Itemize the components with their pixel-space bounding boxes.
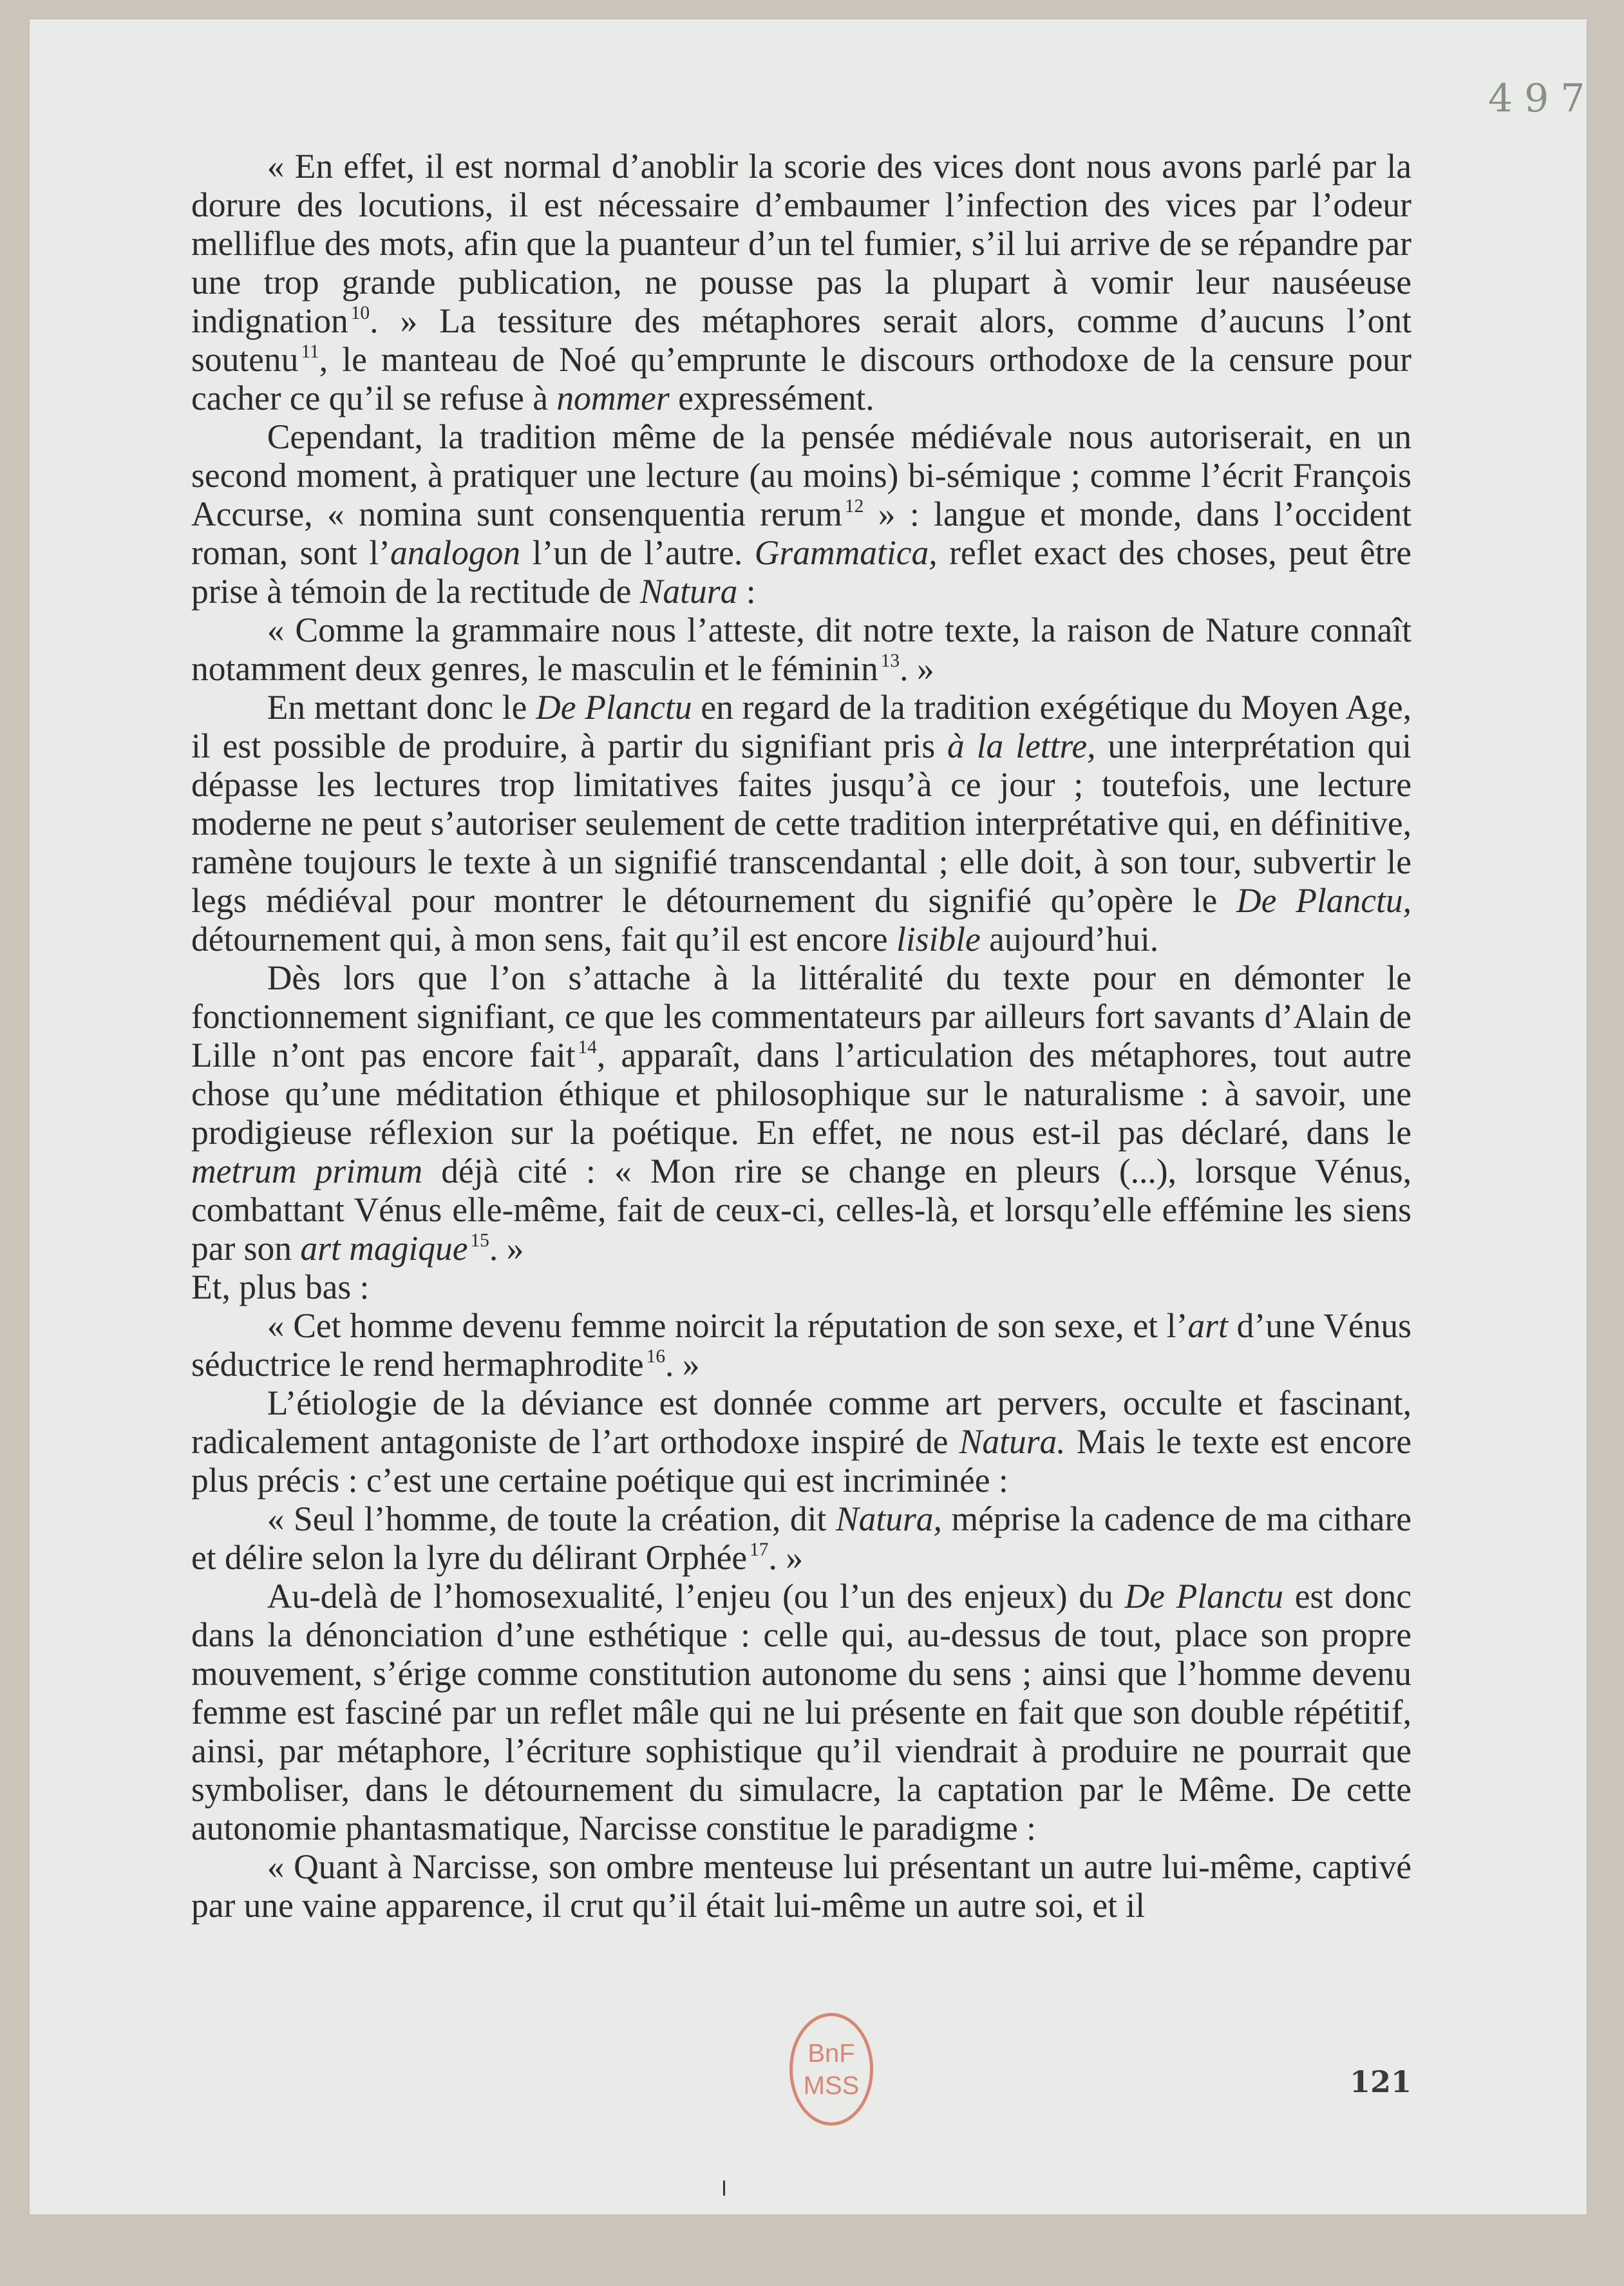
text-run: Au-delà de l’homosexualité, l’enjeu (ou l’un des enjeux) du — [267, 1577, 1125, 1615]
document-page — [30, 19, 1597, 2215]
italic-term: art magique — [300, 1229, 468, 1268]
text-run: détournement qui, à mon sens, fait qu’il est encore — [191, 920, 896, 958]
text-run: , apparaît, dans l’articulation des métaphores, tout autre chose qu’une méditation éthique et philosophique sur le naturalisme : à savoir, une prodigieuse réflexion sur la poétique. En effet, ne nous est-il pas déclaré, dans le — [191, 1036, 1412, 1152]
text-run: en regard de la tradition exégétique du Moyen Age, il est possible de produire, à partir du signifiant pris — [191, 688, 1412, 765]
italic-term: art — [1187, 1306, 1228, 1345]
footnote-ref: 17 — [750, 1539, 769, 1561]
footnote-ref: 12 — [844, 496, 864, 517]
text-run: « Seul l’homme, de toute la création, dit — [267, 1500, 836, 1538]
text-run: . » La tessiture des métaphores serait alors, comme d’aucuns l’ont soutenu — [191, 301, 1412, 379]
scan-speck — [723, 2180, 725, 2196]
paragraph — [191, 1500, 1412, 1577]
footnote-ref: 10 — [350, 303, 370, 324]
italic-term: Natura, — [835, 1500, 942, 1538]
text-run: Dès lors que l’on s’attache à la littéralité du texte pour en démonter le fonctionnement signifiant, ce que les commentateurs par ailleurs fort savants d’Alain de Lille n’ont pas encore fait — [191, 958, 1412, 1074]
paragraph — [191, 147, 1412, 417]
paragraph — [191, 1306, 1412, 1384]
text-run: « Comme la grammaire nous l’atteste, dit notre texte, la raison de Nature connaît notamment deux genres, le masculin et le féminin — [191, 611, 1412, 688]
text-run: aujourd’hui. — [980, 920, 1159, 958]
text-run: expressément. — [669, 379, 874, 417]
italic-term: nommer — [556, 379, 670, 417]
paragraph — [191, 417, 1412, 611]
text-run: : — [737, 572, 756, 611]
text-run: Mais le texte est encore plus précis : c’est une certaine poétique qui est incriminée : — [191, 1422, 1412, 1500]
italic-term: Grammatica, — [754, 533, 938, 572]
text-run: Et, plus bas : — [191, 1268, 370, 1306]
paragraph — [191, 1847, 1412, 1925]
text-run: méprise la cadence de ma cithare et délire selon la lyre du délirant Orphée — [191, 1500, 1412, 1577]
footnote-ref: 16 — [646, 1346, 666, 1367]
text-run: . » — [768, 1538, 803, 1577]
text-run: déjà cité : « Mon rire se change en pleurs (...), lorsque Vénus, combattant Vénus elle-même, fait de ceux-ci, celles-là, et lorsqu’elle effémine les siens par son — [191, 1152, 1412, 1268]
stamp-line-2: MSS — [803, 2071, 860, 2100]
footnote-ref: 15 — [470, 1230, 489, 1252]
paragraph — [191, 1577, 1412, 1847]
library-stamp — [789, 2013, 873, 2126]
text-run: est donc dans la dénonciation d’une esthétique : celle qui, au-dessus de tout, place son propre mouvement, s’érige comme constitution autonome du sens ; ainsi que l’homme devenu femme est fasciné par un reflet mâle qui ne lui présente en fait que son double répétitif, ainsi, par métaphore, l’écriture sophistique qu’il viendrait à produire ne pourrait que symboliser, dans le détournement du simulacre, la captation par le Même. De cette autonomie phantasmatique, Narcisse constitue le paradigme : — [191, 1577, 1412, 1847]
paragraph — [191, 958, 1412, 1268]
italic-term: analogon — [390, 533, 521, 572]
paragraph — [191, 1268, 1412, 1306]
page-number: 121 — [1350, 2064, 1412, 2099]
text-run: l’un de l’autre. — [520, 533, 755, 572]
text-run: Cependant, la tradition même de la pensée médiévale nous autoriserait, en un second moment, à pratiquer une lecture (au moins) bi-sémique ; comme l’écrit François Accurse, « nomina sunt consenquentia rerum — [191, 417, 1412, 533]
text-run: . » — [900, 649, 934, 688]
text-run: reflet exact des choses, peut être prise à témoin de la rectitude de — [191, 533, 1412, 611]
italic-term: metrum primum — [191, 1152, 423, 1190]
text-run: . » — [665, 1345, 700, 1384]
italic-term: Natura. — [959, 1422, 1066, 1461]
text-run: « Quant à Narcisse, son ombre menteuse lui présentant un autre lui-même, captivé par une vaine apparence, il crut qu’il était lui-même un autre soi, et il — [191, 1847, 1412, 1925]
stamp-line-1: BnF — [807, 2039, 855, 2068]
text-run: . » — [489, 1229, 524, 1268]
footnote-ref: 14 — [578, 1037, 597, 1058]
text-run: une interprétation qui dépasse les lectures trop limitatives faites jusqu’à ce jour ; toutefois, une lecture moderne ne peut s’autoriser seulement de cette tradition interprétative qui, en définitive, ramène toujours le texte à un signifié transcendantal ; elle doit, à son tour, subvertir le legs médiéval pour montrer le détournement du signifié qu’opère le — [191, 727, 1412, 920]
footnote-ref: 11 — [301, 341, 319, 363]
text-run: L’étiologie de la déviance est donnée comme art pervers, occulte et fascinant, radicalement antagoniste de l’art orthodoxe inspiré de — [191, 1384, 1412, 1461]
paragraph — [191, 688, 1412, 958]
italic-term: De Planctu — [536, 688, 692, 727]
italic-term: lisible — [896, 920, 981, 958]
italic-term: Natura — [639, 572, 738, 611]
paragraph — [191, 1384, 1412, 1500]
italic-term: à la lettre, — [947, 727, 1096, 765]
body-text — [191, 147, 1412, 1925]
paragraph — [191, 611, 1412, 688]
text-run: d’une Vénus séductrice le rend hermaphrodite — [191, 1306, 1412, 1384]
text-run: » : langue et monde, dans l’occident roman, sont l’ — [191, 495, 1412, 572]
text-run: , le manteau de Noé qu’emprunte le discours orthodoxe de la censure pour cacher ce qu’il se refuse à — [191, 340, 1412, 417]
folio-number: 497 — [1488, 76, 1597, 121]
text-run: « Cet homme devenu femme noircit la réputation de son sexe, et l’ — [267, 1306, 1188, 1345]
text-run: En mettant donc le — [267, 688, 536, 727]
footnote-ref: 13 — [880, 651, 900, 672]
text-run: « En effet, il est normal d’anoblir la scorie des vices dont nous avons parlé par la dorure des locutions, il est nécessaire d’embaumer l’infection des vices par l’odeur melliflue des mots, afin que la puanteur d’un tel fumier, s’il lui arrive de se répandre par une trop grande publication, ne pousse pas la plupart à vomir leur nauséeuse indignation — [191, 147, 1412, 340]
italic-term: De Planctu, — [1236, 881, 1412, 920]
italic-term: De Planctu — [1124, 1577, 1284, 1615]
